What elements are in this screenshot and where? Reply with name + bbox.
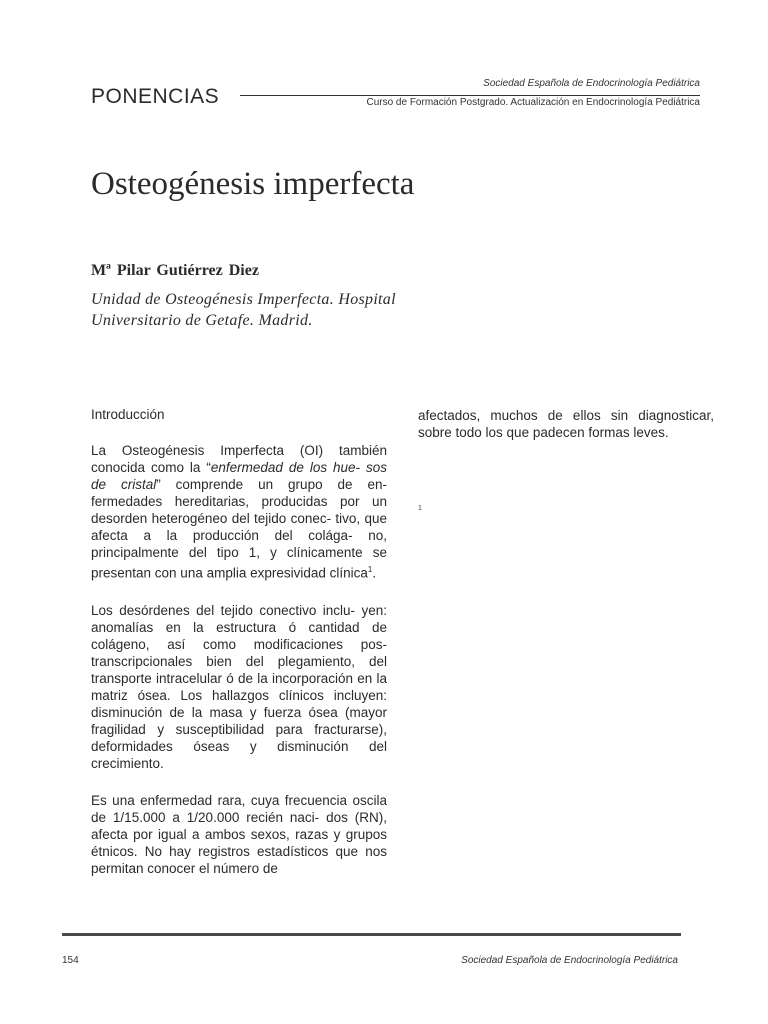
paragraph-1 xyxy=(91,442,387,582)
reference-superscript: 1 xyxy=(367,565,373,574)
article-author: Mª Pilar Gutiérrez Diez xyxy=(91,262,259,279)
footer-rule xyxy=(62,933,681,936)
paragraph-1-italic: enfermedad de los hue- sos de cristal xyxy=(91,460,387,492)
header-society: Sociedad Española de Endocrinología Pediátrica xyxy=(483,78,700,89)
header-course: Curso de Formación Postgrado. Actualización en Endocrinología Pediátrica xyxy=(366,97,700,108)
paragraph-2: Los desórdenes del tejido conectivo inclu- yen: anomalías en la estructura ó cantidad de colágeno, así como modificaciones pos- transcripcionales bien del plegamiento, del transporte intracelular ó de la incorporación en la matriz ósea. Los hallazgos clínicos incluyen: disminución de la masa y fuerza ósea (mayor fragilidad y susceptibilidad para fracturarse), deformidades óseas y disminución del crecimiento. xyxy=(91,602,387,771)
right-paragraph-1: afectados, muchos de ellos sin diagnosticar, sobre todo los que padecen formas leves. xyxy=(418,408,714,440)
left-column xyxy=(91,407,387,947)
footer-society: Sociedad Española de Endocrinología Pediátrica xyxy=(461,955,678,966)
section-heading-introduccion: Introducción xyxy=(91,407,165,422)
paragraph-1-a: La Osteogénesis Imperfecta (OI) también conocida como la “ xyxy=(91,443,387,475)
right-column-mark: 1 xyxy=(418,505,422,512)
article-affiliation: Unidad de Osteogénesis Imperfecta. Hospital Universitario de Getafe. Madrid. xyxy=(91,291,396,329)
right-column xyxy=(418,407,714,461)
section-label: PONENCIAS xyxy=(91,85,220,108)
paragraph-1-end: . xyxy=(372,565,377,581)
footer-page-number: 154 xyxy=(62,955,79,966)
header-rule xyxy=(240,95,700,96)
paragraph-3: Es una enfermedad rara, cuya frecuencia oscila de 1/15.000 a 1/20.000 recién naci- dos (RN), afecta por igual a ambos sexos, razas y grupos étnicos. No hay registros estadísticos que nos permitan conocer el número de xyxy=(91,792,387,876)
paragraph-1-b: ” comprende un grupo de en- fermedades hereditarias, producidas por un desorden heterogéneo del tejido conec- tivo, que afecta a la producción del colága- no, principalmente del tipo 1, y clínicamente se presentan con una amplia expresividad clínica xyxy=(91,477,387,581)
article-title: Osteogénesis imperfecta xyxy=(91,166,415,202)
